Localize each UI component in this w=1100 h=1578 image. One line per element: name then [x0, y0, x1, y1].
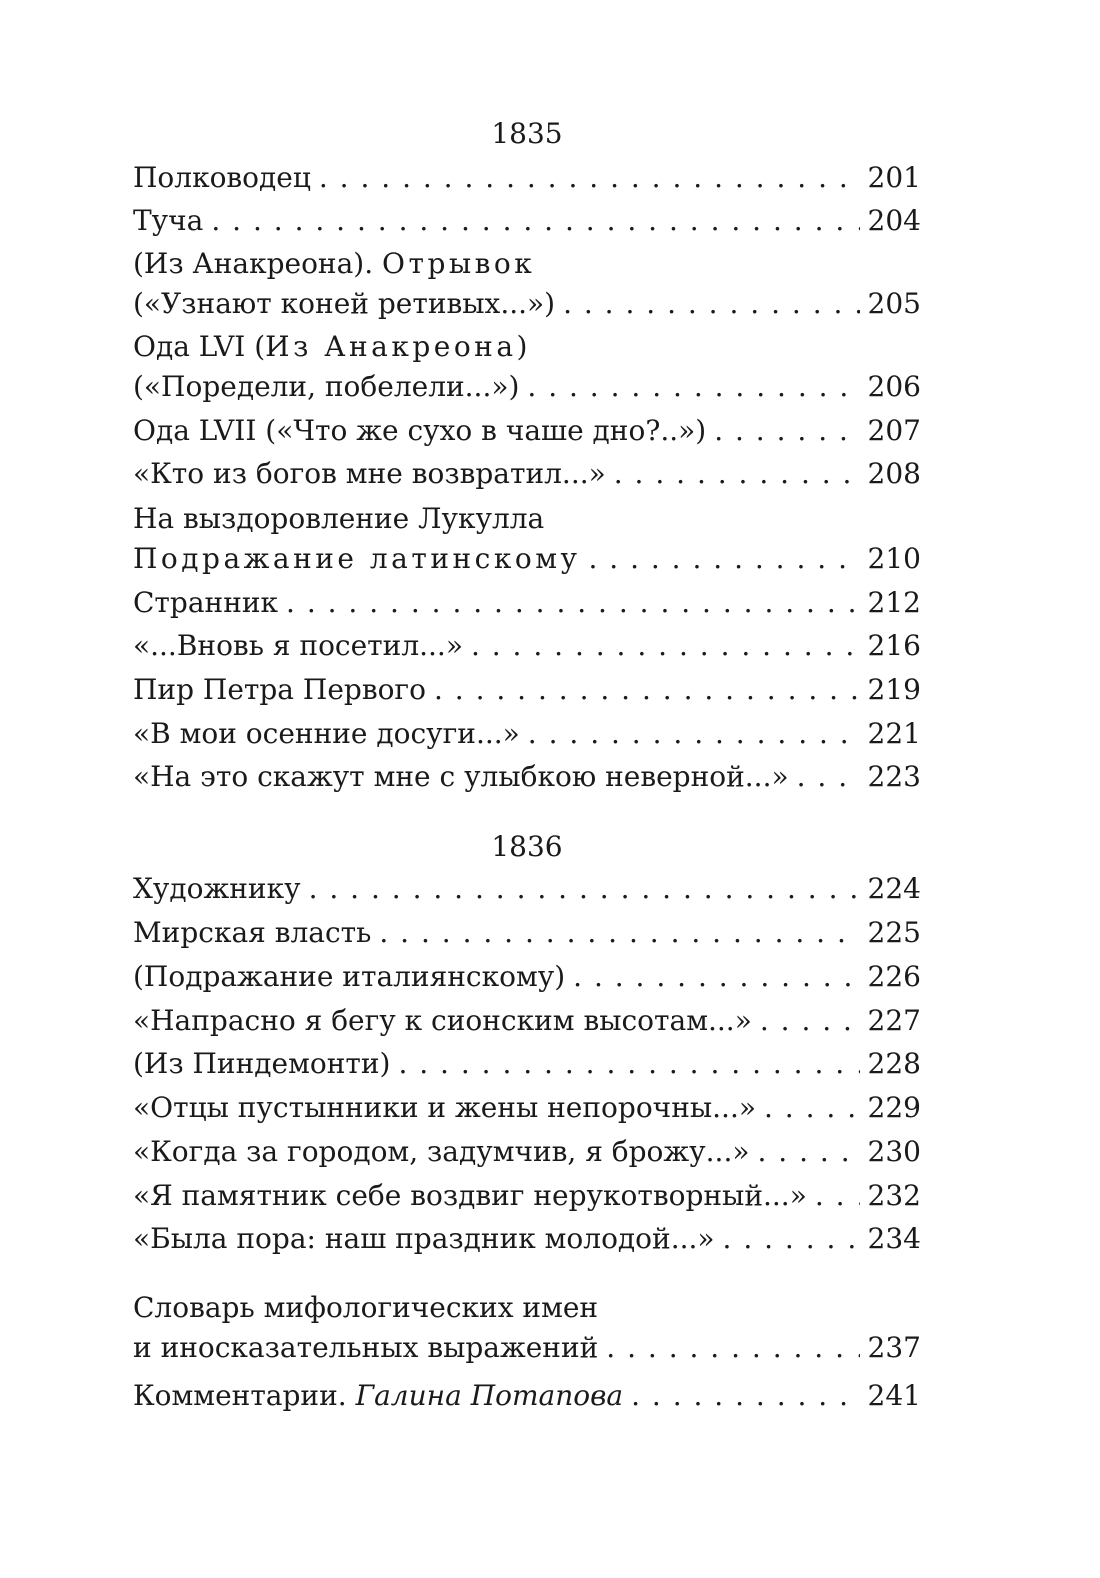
year-heading-1835: 1835 [491, 117, 563, 150]
toc-entry[interactable] [133, 1002, 921, 1040]
leader-dots [211, 202, 859, 240]
entry-title-part: ) [516, 330, 528, 363]
toc-entry[interactable] [133, 1220, 921, 1258]
leader-dots [588, 540, 859, 578]
toc-entry[interactable] [133, 671, 921, 709]
entry-title: Мирская власть [133, 916, 372, 949]
page-number: 237 [867, 1331, 921, 1364]
entry-title-part: Ода LVI ( [133, 330, 266, 363]
page-number: 241 [867, 1379, 921, 1412]
year-heading-1836: 1836 [491, 830, 563, 863]
page-number: 208 [867, 457, 921, 490]
page-number: 223 [867, 760, 921, 793]
leader-dots [319, 159, 860, 197]
toc-entry[interactable] [133, 870, 921, 908]
toc-entry[interactable] [133, 1329, 921, 1367]
leader-dots [631, 1377, 859, 1415]
entry-title [133, 1377, 623, 1415]
entry-title-spaced: Из Анакреона [265, 330, 517, 363]
entry-title-line2: («Поредели, побелели...») [133, 370, 520, 403]
toc-entry[interactable] [133, 202, 921, 240]
toc-entry[interactable] [133, 1177, 921, 1215]
entry-title-line2: Подражание латинскому [133, 542, 581, 575]
page-number: 227 [867, 1004, 921, 1037]
page-number: 210 [867, 542, 921, 575]
toc-entry[interactable] [133, 285, 921, 323]
page-number: 230 [867, 1135, 921, 1168]
entry-title: «Напрасно я бегу к сионским высотам...» [133, 1004, 752, 1037]
page-number: 207 [867, 414, 921, 447]
page-number: 234 [867, 1222, 921, 1255]
leader-dots [379, 914, 859, 952]
entry-title: Пир Петра Первого [133, 673, 426, 706]
page-number: 205 [867, 287, 921, 320]
page-number: 216 [867, 629, 921, 662]
leader-dots [797, 758, 860, 796]
entry-title-part: Комментарии. [133, 1379, 347, 1412]
toc-entry[interactable] [133, 1377, 921, 1415]
toc-entry[interactable] [133, 455, 921, 493]
entry-title: Словарь мифологических имен [133, 1291, 599, 1324]
page-number: 221 [867, 717, 921, 750]
toc-entry[interactable] [133, 758, 921, 796]
entry-title [133, 328, 527, 366]
page-number: 228 [867, 1047, 921, 1080]
entry-title: Ода LVII («Что же сухо в чаше дно?..») [133, 414, 707, 447]
toc-entry-line1[interactable] [133, 500, 921, 538]
leader-dots [398, 1045, 859, 1083]
page-number: 226 [867, 960, 921, 993]
page-number: 204 [867, 204, 921, 237]
entry-title: «Кто из богов мне возвратил...» [133, 457, 606, 490]
page-number: 225 [867, 916, 921, 949]
toc-entry-line1[interactable] [133, 1289, 921, 1327]
toc-entry[interactable] [133, 1089, 921, 1127]
entry-title: «В мои осенние досуги...» [133, 717, 520, 750]
leader-dots [714, 412, 859, 450]
leader-dots [760, 1002, 860, 1040]
entry-title [133, 245, 535, 283]
entry-title-line2: («Узнают коней ретивых...») [133, 287, 556, 320]
leader-dots [757, 1133, 859, 1171]
toc-entry[interactable] [133, 715, 921, 753]
toc-entry[interactable] [133, 1045, 921, 1083]
entry-title-line2: и иносказательных выражений [133, 1331, 599, 1364]
leader-dots [563, 285, 859, 323]
page-number: 232 [867, 1179, 921, 1212]
leader-dots [573, 958, 859, 996]
page-number: 206 [867, 370, 921, 403]
toc-entry-line1[interactable] [133, 245, 921, 283]
toc-entry[interactable] [133, 627, 921, 665]
toc-entry[interactable] [133, 368, 921, 406]
entry-author: Галина Потапова [355, 1379, 624, 1412]
toc-entry[interactable] [133, 914, 921, 952]
leader-dots [286, 584, 860, 622]
entry-title: (Из Пиндемонти) [133, 1047, 391, 1080]
toc-entry-line1[interactable] [133, 328, 921, 366]
page-number: 212 [867, 586, 921, 619]
toc-entry[interactable] [133, 584, 921, 622]
entry-title: Полководец [133, 161, 311, 194]
leader-dots [764, 1089, 860, 1127]
toc-entry[interactable] [133, 412, 921, 450]
entry-title-spaced: Отрывок [382, 247, 536, 280]
entry-title: Художнику [133, 872, 301, 905]
page-number: 229 [867, 1091, 921, 1124]
leader-dots [614, 455, 860, 493]
entry-title: Странник [133, 586, 279, 619]
leader-dots [528, 715, 860, 753]
entry-title: «Отцы пустынники и жены непорочны...» [133, 1091, 756, 1124]
entry-title: «Когда за городом, задумчив, я брожу...» [133, 1135, 750, 1168]
entry-title: «На это скажут мне с улыбкою неверной...» [133, 760, 789, 793]
entry-title: «Была пора: наш праздник молодой...» [133, 1222, 715, 1255]
toc-entry[interactable] [133, 1133, 921, 1171]
toc-entry[interactable] [133, 540, 921, 578]
page-number: 219 [867, 673, 921, 706]
toc-entry[interactable] [133, 958, 921, 996]
entry-title: «Я памятник себе воздвиг нерукотворный...» [133, 1179, 807, 1212]
leader-dots [527, 368, 859, 406]
entry-title: «...Вновь я посетил...» [133, 629, 463, 662]
entry-title: Туча [133, 204, 204, 237]
toc-entry[interactable] [133, 159, 921, 197]
entry-title: На выздоровление Лукулла [133, 502, 545, 535]
leader-dots [434, 671, 860, 709]
page-number: 224 [867, 872, 921, 905]
leader-dots [815, 1177, 860, 1215]
leader-dots [471, 627, 860, 665]
leader-dots [723, 1220, 860, 1258]
page-number: 201 [867, 161, 921, 194]
entry-title-part: (Из Анакреона). [133, 247, 374, 280]
entry-title: (Подражание италиянскому) [133, 960, 566, 993]
leader-dots [309, 870, 860, 908]
leader-dots [606, 1329, 859, 1367]
